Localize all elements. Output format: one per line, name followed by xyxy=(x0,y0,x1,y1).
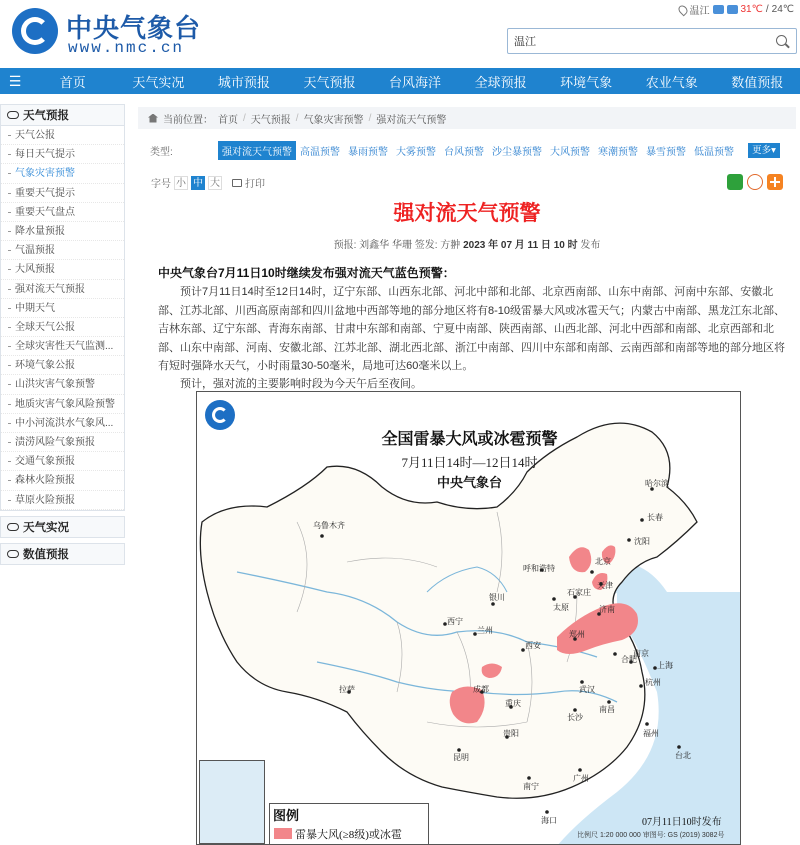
home-icon xyxy=(148,114,158,123)
sidebar-section-numerical[interactable] xyxy=(0,543,125,565)
breadcrumb-warning[interactable]: 气象灾害预警 xyxy=(303,114,364,126)
location-pin-icon xyxy=(676,3,689,16)
breadcrumb-separator: / xyxy=(368,112,372,124)
sidebar-item[interactable]: 山洪灾害气象预警 xyxy=(1,375,124,394)
city-label: 广州 xyxy=(573,774,589,783)
city-label: 长沙 xyxy=(567,713,583,722)
sidebar-section-label: 天气实况 xyxy=(23,521,69,534)
city-label: 西宁 xyxy=(447,617,463,626)
type-tab-typhoon[interactable]: 台风预警 xyxy=(444,147,484,158)
meta-suffix: 发布 xyxy=(577,240,601,251)
nav-item-typhoon[interactable]: 台风海洋 xyxy=(389,74,442,90)
sidebar-item[interactable]: 大风预报 xyxy=(1,260,124,279)
cloud-icon xyxy=(7,523,19,531)
sidebar-item[interactable]: 重要天气盘点 xyxy=(1,203,124,222)
article-paragraph: 预计7月11日14时至12日14时，辽宁东部、山西东北部、河北中部和北部、北京西南部、山东中南部、河南中东部、安徽北部、江苏北部、川西高原南部和四川盆地中西部等地的部分地区将有8-10级雷暴大风或冰雹天气；内蒙古中南部、黑龙江东北部、吉林东部、辽宁东部、青海东南部、甘肃中东部和南部、宁夏中南部、陕西南部、山西北部、河北中西部和南部、北京西部和北部、山东中南部、河南、安徽北部、江苏北部、湖北西北部、浙江中南部、四川中东部和南部、云南西部和南部等地的部分地区将有短时强降水天气，小时雨量30-50毫米，局地可达60毫米以上。 xyxy=(158,286,786,372)
printer-icon xyxy=(232,179,242,187)
font-size-control xyxy=(151,175,265,190)
search-input[interactable] xyxy=(514,33,764,49)
city-label: 兰州 xyxy=(477,626,493,635)
cloud-icon xyxy=(7,550,19,558)
city-label: 上海 xyxy=(657,661,673,670)
menu-icon[interactable]: ☰ xyxy=(8,72,22,89)
map-org: 中央气象台 xyxy=(436,475,502,490)
article-meta xyxy=(138,236,796,251)
temp-high: 31℃ xyxy=(740,4,763,15)
nav-item-environment[interactable]: 环境气象 xyxy=(560,74,613,90)
sidebar-item[interactable]: 降水量预报 xyxy=(1,222,124,241)
meta-date: 2023 年 07 月 11 日 10 时 xyxy=(463,240,578,251)
breadcrumb-current[interactable]: 强对流天气预警 xyxy=(376,114,447,126)
font-medium-button[interactable]: 中 xyxy=(193,177,203,189)
legend-label: 雷暴大风(≥8级)或冰雹 xyxy=(295,829,402,841)
type-tab-wind[interactable]: 大风预警 xyxy=(550,147,590,158)
type-tab-snowstorm[interactable]: 暴雪预警 xyxy=(646,147,686,158)
more-share-icon[interactable] xyxy=(767,174,783,190)
sidebar-section-label: 数值预报 xyxy=(23,548,69,561)
sidebar-item[interactable]: 中小河流洪水气象风... xyxy=(1,414,124,433)
weibo-share-icon[interactable] xyxy=(747,174,763,190)
sidebar-item[interactable]: 地质灾害气象风险预警 xyxy=(1,395,124,414)
nav-item-agriculture[interactable]: 农业气象 xyxy=(645,74,698,90)
city-label: 成都 xyxy=(473,685,489,694)
city-label: 沈阳 xyxy=(634,537,650,546)
type-tab-fog[interactable]: 大雾预警 xyxy=(396,147,436,158)
sidebar-item[interactable]: 中期天气 xyxy=(1,299,124,318)
nav-item-home[interactable]: 首页 xyxy=(59,74,86,90)
share-buttons xyxy=(727,174,783,190)
city-label: 郑州 xyxy=(569,630,585,639)
city-label: 昆明 xyxy=(453,753,469,762)
type-tab-convective[interactable]: 强对流天气预警 xyxy=(218,141,296,160)
type-tab-rainstorm[interactable]: 暴雨预警 xyxy=(348,147,388,158)
nav-item-global[interactable]: 全球预报 xyxy=(474,74,527,90)
sidebar-section-observation[interactable] xyxy=(0,516,125,538)
city-label: 长春 xyxy=(647,513,663,522)
article-lead: 中央气象台7月11日10时继续发布强对流天气蓝色预警： xyxy=(158,266,455,280)
sidebar-item[interactable]: 天气公报 xyxy=(1,126,124,145)
city-label: 哈尔滨 xyxy=(645,479,669,488)
font-large-button[interactable]: 大 xyxy=(210,177,220,189)
sidebar-item[interactable]: 气温预报 xyxy=(1,241,124,260)
warning-map[interactable] xyxy=(196,391,741,845)
city-label: 贵阳 xyxy=(503,729,519,738)
sidebar-item-active[interactable]: 气象灾害预警 xyxy=(1,164,124,183)
print-label: 打印 xyxy=(245,179,265,190)
map-title: 全国雷暴大风或冰雹预警 xyxy=(381,431,558,448)
meta-authors: 预报: 刘鑫华 华珊 签发: 方翀 xyxy=(333,240,464,251)
type-tab-heat[interactable]: 高温预警 xyxy=(300,147,340,158)
cloud-icon xyxy=(7,111,19,119)
city-label: 西安 xyxy=(525,641,541,650)
map-legend xyxy=(269,803,429,845)
map-scale: 比例尺 1:20 000 000 审图号: GS (2019) 3082号 xyxy=(577,832,725,839)
sidebar-item[interactable]: 重要天气提示 xyxy=(1,184,124,203)
city-label: 海口 xyxy=(541,816,557,825)
map-publish-date: 07月11日10时发布 xyxy=(642,817,722,828)
city-label: 南京 xyxy=(633,649,649,658)
logo-icon[interactable] xyxy=(12,8,58,54)
city-label: 银川 xyxy=(489,593,505,602)
font-small-button[interactable]: 小 xyxy=(176,177,186,189)
type-label: 类型: xyxy=(150,147,173,158)
city-label: 杭州 xyxy=(645,678,661,687)
sidebar-item[interactable]: 森林火险预报 xyxy=(1,471,124,490)
weather-info xyxy=(679,2,795,17)
weather-icon xyxy=(713,5,724,14)
city-label: 重庆 xyxy=(505,699,521,708)
city-label: 南昌 xyxy=(599,705,615,714)
logo-title[interactable]: 中央气象台 xyxy=(66,13,202,43)
sidebar xyxy=(0,104,125,565)
location-name[interactable]: 温江 xyxy=(689,6,710,17)
sidebar-item[interactable]: 强对流天气预报 xyxy=(1,280,124,299)
main-nav xyxy=(0,68,800,94)
temp-low: 24℃ xyxy=(771,4,794,15)
city-label: 拉萨 xyxy=(339,685,355,694)
breadcrumb-separator: / xyxy=(295,112,299,124)
type-tab-lowtemp[interactable]: 低温预警 xyxy=(694,147,734,158)
type-tab-coldwave[interactable]: 寒潮预警 xyxy=(598,147,638,158)
map-subtitle: 7月11日14时—12日14时 xyxy=(401,455,538,470)
sidebar-item[interactable]: 草原火险预报 xyxy=(1,491,124,510)
more-button[interactable]: 更多▾ xyxy=(748,143,780,158)
article-paragraph: 预计，强对流的主要影响时段为今天午后至夜间。 xyxy=(180,378,422,390)
site-header xyxy=(0,0,800,68)
city-label: 福州 xyxy=(643,729,659,738)
wechat-share-icon[interactable] xyxy=(727,174,743,190)
nav-item-observation[interactable]: 天气实况 xyxy=(132,74,185,90)
city-label: 台北 xyxy=(675,751,691,760)
breadcrumb xyxy=(138,107,796,129)
print-button[interactable] xyxy=(232,175,265,190)
city-label: 太原 xyxy=(553,603,569,612)
article-title: 强对流天气预警 xyxy=(393,202,541,225)
legend-swatch xyxy=(274,828,292,839)
search-box xyxy=(507,28,797,54)
breadcrumb-separator: / xyxy=(243,112,246,124)
city-label: 天津 xyxy=(597,581,613,590)
city-label: 济南 xyxy=(599,605,615,614)
warning-type-filter xyxy=(150,141,796,159)
city-label: 石家庄 xyxy=(567,588,591,597)
search-icon[interactable] xyxy=(776,35,787,46)
south-china-sea-inset xyxy=(199,760,265,844)
font-size-label: 字号 xyxy=(151,179,171,190)
city-label: 南宁 xyxy=(523,782,539,791)
breadcrumb-label: 当前位置： xyxy=(163,114,213,126)
city-label: 合肥 xyxy=(621,655,637,664)
sidebar-item[interactable]: 渍涝风险气象预报 xyxy=(1,433,124,452)
temp-sep: / xyxy=(765,4,769,15)
sidebar-item[interactable]: 环境气象公报 xyxy=(1,356,124,375)
sidebar-item[interactable]: 每日天气提示 xyxy=(1,145,124,164)
sidebar-section-label: 天气预报 xyxy=(23,110,69,122)
breadcrumb-home[interactable]: 首页 xyxy=(218,114,238,126)
logo-url[interactable]: www.nmc.cn xyxy=(68,39,185,57)
weather-night-icon xyxy=(727,5,738,14)
sidebar-item[interactable]: 全球灾害性天气监测... xyxy=(1,337,124,356)
city-label: 武汉 xyxy=(579,685,595,694)
nav-item-numerical[interactable]: 数值预报 xyxy=(731,74,784,90)
city-label: 呼和浩特 xyxy=(523,564,555,573)
city-label: 乌鲁木齐 xyxy=(313,521,345,530)
sidebar-section-forecast[interactable] xyxy=(0,104,125,126)
sidebar-item[interactable]: 交通气象预报 xyxy=(1,452,124,471)
nav-item-forecast[interactable]: 天气预报 xyxy=(303,74,356,90)
breadcrumb-forecast[interactable]: 天气预报 xyxy=(250,114,291,126)
sidebar-item[interactable]: 全球天气公报 xyxy=(1,318,124,337)
legend-title: 图例 xyxy=(273,808,300,823)
sidebar-list xyxy=(0,126,125,511)
type-tab-sandstorm[interactable]: 沙尘暴预警 xyxy=(492,147,542,158)
nav-item-city[interactable]: 城市预报 xyxy=(217,74,270,90)
city-label: 北京 xyxy=(595,557,611,566)
